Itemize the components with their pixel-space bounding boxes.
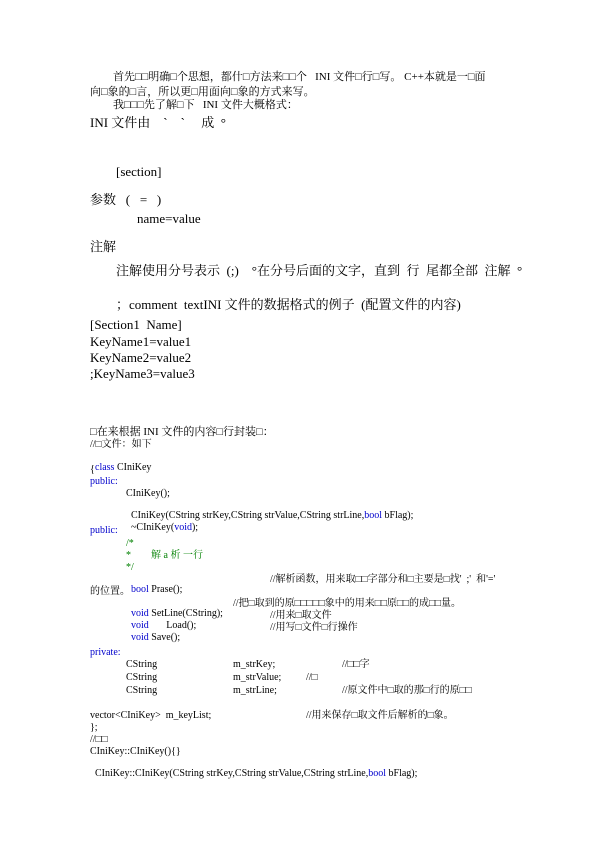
open-brace: { xyxy=(90,464,95,475)
member-3-comment: //原文件中□取的那□行的原□□ xyxy=(342,685,472,696)
example-line-3: KeyName2=value2 xyxy=(90,350,192,365)
member-3-type: CString xyxy=(126,685,158,696)
vector-comment: //用来保存□取文件后解析的□象。 xyxy=(306,710,454,721)
public-label-2: public: xyxy=(90,525,118,536)
doc-comment-close: */ xyxy=(126,562,134,573)
dtor-text: ~CIniKey( xyxy=(131,522,175,533)
save-comment: //用写□文件□行操作 xyxy=(270,622,358,633)
public-label-1: public: xyxy=(90,476,118,487)
comment-description: 注解使用分号表示 (;) °在分号后面的文字，直到 行 尾都全部 注解 ° xyxy=(116,263,523,278)
param-example: name=value xyxy=(137,211,201,226)
section-example: [section] xyxy=(116,164,162,179)
save-method xyxy=(126,623,180,643)
ctor-params-end: bFlag); xyxy=(382,510,414,521)
intro-line-4: INI 文件由 ` ` 成 ° xyxy=(90,115,226,130)
impl-ctor-params-text: CIniKey::CIniKey(CString strKey,CString strValue,CString strLine, xyxy=(95,768,369,779)
member-2-type: CString xyxy=(126,672,158,683)
param-label: 参数 ( = ) xyxy=(90,192,162,207)
example-line-2: KeyName1=value1 xyxy=(90,334,192,349)
load-signature: Load(); xyxy=(148,620,197,631)
example-line-1: [Section1 Name] xyxy=(90,317,182,332)
member-1-comment: //□□字 xyxy=(342,659,370,670)
intro-line-3: 我□□□先了解□下 INI 文件大概格式： xyxy=(113,99,298,111)
dtor-void-keyword: void xyxy=(174,522,192,533)
prase-method xyxy=(126,575,182,595)
doc-comment-open: /* xyxy=(126,538,134,549)
private-label: private: xyxy=(90,647,121,658)
save-signature: Save(); xyxy=(148,632,181,643)
prase-signature: Prase(); xyxy=(148,584,183,595)
impl-comment: //□□ xyxy=(90,734,108,745)
prase-comment: //解析函数，用来取□□字部分和□主要是□找' ;' 和'=' xyxy=(270,574,496,585)
class-keyword: class xyxy=(95,462,115,473)
save-void-keyword: void xyxy=(131,632,149,643)
ctor-bool-keyword: bool xyxy=(364,510,383,521)
vector-declaration: vector<CIniKey> m_keyList; xyxy=(90,710,212,721)
comment-label: 注解 xyxy=(90,239,117,254)
prase-comment-wrap: 的位置。 xyxy=(90,586,130,597)
member-2-comment: //□ xyxy=(306,672,318,683)
header-comment: //□文件：如下 xyxy=(90,439,152,450)
impl-ctor-params xyxy=(90,759,417,779)
class-name: CIniKey xyxy=(114,462,152,473)
code-heading: □在来根据 INI 文件的内容□行封装□： xyxy=(90,426,274,438)
ctor-params-text: CIniKey(CString strKey,CString strValue,CString strLine, xyxy=(131,510,365,521)
prase-bool-keyword: bool xyxy=(131,584,149,595)
member-1-type: CString xyxy=(126,659,158,670)
setline-void-keyword: void xyxy=(131,608,149,619)
impl-ctor-default: CIniKey::CIniKey(){} xyxy=(90,746,181,757)
dtor-end: ); xyxy=(191,522,199,533)
example-line-4: ;KeyName3=value3 xyxy=(90,366,195,381)
intro-line-1: 首先□□明确□个思想，都什□方法来□□个 INI 文件□行□写。 C++本就是一□面 xyxy=(113,71,486,83)
setline-signature: SetLine(CString); xyxy=(148,608,223,619)
destructor xyxy=(126,513,198,533)
member-3-name: m_strLine; xyxy=(233,685,277,696)
example-intro: ；comment textINI 文件的数据格式的例子 (配置文件的内容) xyxy=(116,297,461,312)
impl-bool-keyword: bool xyxy=(368,768,387,779)
doc-comment-body: * 解 a 析 一行 xyxy=(126,550,203,561)
close-brace: }; xyxy=(90,722,98,733)
load-comment: //用来□取文件 xyxy=(270,610,332,621)
setline-comment: //把□取到的原□□□□□象中的用来□□原□□的成□□量。 xyxy=(233,598,462,609)
member-2-name: m_strValue; xyxy=(233,672,282,683)
member-1-name: m_strKey; xyxy=(233,659,276,670)
impl-ctor-params-end: bFlag); xyxy=(386,768,418,779)
intro-line-2: 向□象的□言，所以更□用面向□象的方式来写。 xyxy=(90,86,315,98)
ctor-default: CIniKey(); xyxy=(126,488,170,499)
load-void-keyword: void xyxy=(131,620,149,631)
class-declaration xyxy=(90,453,151,473)
